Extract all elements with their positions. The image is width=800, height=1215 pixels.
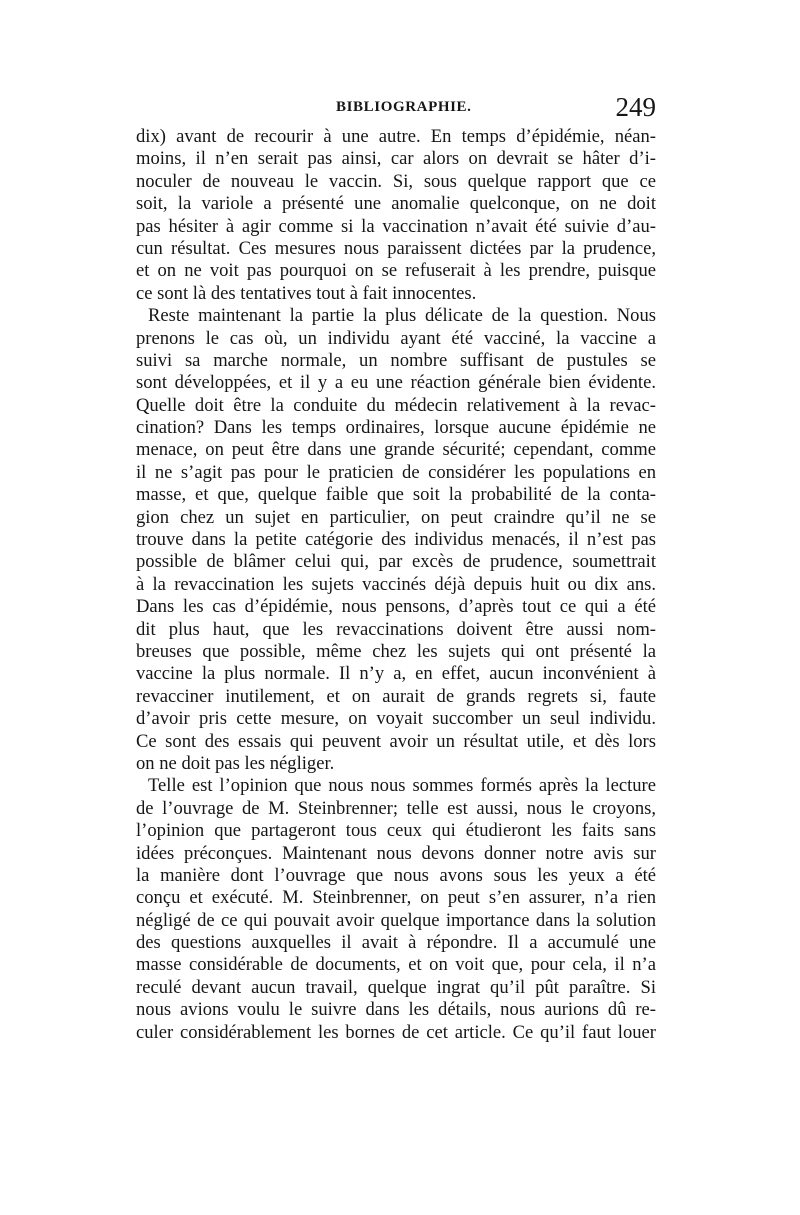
text-line: trouve dans la petite catégorie des individus menacés, il n’est pas — [136, 529, 656, 551]
text-line: gion chez un sujet en particulier, on peut craindre qu’il ne se — [136, 506, 656, 528]
text-line: vaccine la plus normale. Il n’y a, en effet, aucun inconvénient à — [136, 663, 656, 685]
text-line: dix) avant de recourir à une autre. En temps d’épidémie, néan- — [136, 126, 656, 147]
text-line: on ne doit pas les négliger. — [136, 752, 335, 774]
text-line: reculé devant aucun travail, quelque ingrat qu’il pût paraître. Si — [136, 976, 656, 998]
text-line: possible de blâmer celui qui, par excès de prudence, soumettrait — [136, 551, 656, 573]
text-line: Quelle doit être la conduite du médecin relativement à la revac- — [136, 394, 656, 416]
body-text — [136, 126, 656, 1044]
text-line: des questions auxquelles il avait à répondre. Il a accumulé une — [136, 932, 656, 954]
text-line: et on ne voit pas pourquoi on se refuserait à les prendre, puisque — [136, 260, 656, 282]
text-line: nous avions voulu le suivre dans les détails, nous aurions dû re- — [136, 999, 656, 1021]
text-line: breuses que possible, même chez les sujets qui ont présenté la — [136, 640, 656, 662]
text-line: culer considérablement les bornes de cet article. Ce qu’il faut louer — [136, 1021, 656, 1043]
text-line: Ce sont des essais qui peuvent avoir un résultat utile, et dès lors — [136, 730, 656, 752]
text-line: idées préconçues. Maintenant nous devons donner notre avis sur — [136, 842, 656, 864]
text-line: ce sont là des tentatives tout à fait innocentes. — [136, 282, 477, 304]
text-line: sont développées, et il y a eu une réaction générale bien évidente. — [136, 372, 656, 394]
text-line: moins, il n’en serait pas ainsi, car alors on devrait se hâter d’i- — [136, 148, 656, 170]
paragraph — [136, 775, 656, 1044]
text-line: négligé de ce qui pouvait avoir quelque importance dans la solution — [136, 909, 656, 931]
text-line: pas hésiter à agir comme si la vaccination n’avait été suivie d’au- — [136, 215, 656, 237]
page-number: 249 — [615, 92, 656, 122]
text-line: cun résultat. Ces mesures nous paraissent dictées par la prudence, — [136, 237, 656, 259]
paragraph — [136, 305, 656, 775]
text-line: il ne s’agit pas pour le praticien de considérer les populations en — [136, 461, 656, 483]
text-line: l’opinion que partageront tous ceux qui étudieront les faits sans — [136, 820, 656, 842]
text-line: soit, la variole a présenté une anomalie quelconque, on ne doit — [136, 193, 656, 215]
text-line: suivi sa marche normale, un nombre suffisant de pustules se — [136, 349, 656, 371]
text-line: Telle est l’opinion que nous nous sommes formés après la lecture — [148, 775, 656, 797]
text-line: Dans les cas d’épidémie, nous pensons, d’après tout ce qui a été — [136, 596, 656, 618]
text-line: de l’ouvrage de M. Steinbrenner; telle est aussi, nous le croyons, — [136, 797, 656, 819]
text-line: à la revaccination les sujets vaccinés déjà depuis huit ou dix ans. — [136, 573, 656, 595]
text-line: d’avoir pris cette mesure, on voyait succomber un seul individu. — [136, 708, 656, 730]
text-line: dit plus haut, que les revaccinations doivent être aussi nom- — [136, 618, 656, 640]
text-line: conçu et exécuté. M. Steinbrenner, on peut s’en assurer, n’a rien — [136, 887, 656, 909]
text-line: masse, et que, quelque faible que soit la probabilité de la conta- — [136, 484, 656, 506]
text-line: Reste maintenant la partie la plus délicate de la question. Nous — [148, 305, 656, 327]
text-line: la manière dont l’ouvrage que nous avons sous les yeux a été — [136, 864, 656, 886]
running-title: BIBLIOGRAPHIE. — [336, 99, 472, 115]
running-head — [136, 92, 656, 126]
text-line: prenons le cas où, un individu ayant été vacciné, la vaccine a — [136, 327, 656, 349]
text-line: noculer de nouveau le vaccin. Si, sous quelque rapport que ce — [136, 170, 656, 192]
text-line: menace, on peut être dans une grande sécurité; cependant, comme — [136, 439, 656, 461]
text-line: revacciner inutilement, et on aurait de grands regrets si, faute — [136, 685, 656, 707]
paragraph — [136, 126, 656, 305]
text-line: cination? Dans les temps ordinaires, lorsque aucune épidémie ne — [136, 417, 656, 439]
text-line: masse considérable de documents, et on voit que, pour cela, il n’a — [136, 954, 656, 976]
